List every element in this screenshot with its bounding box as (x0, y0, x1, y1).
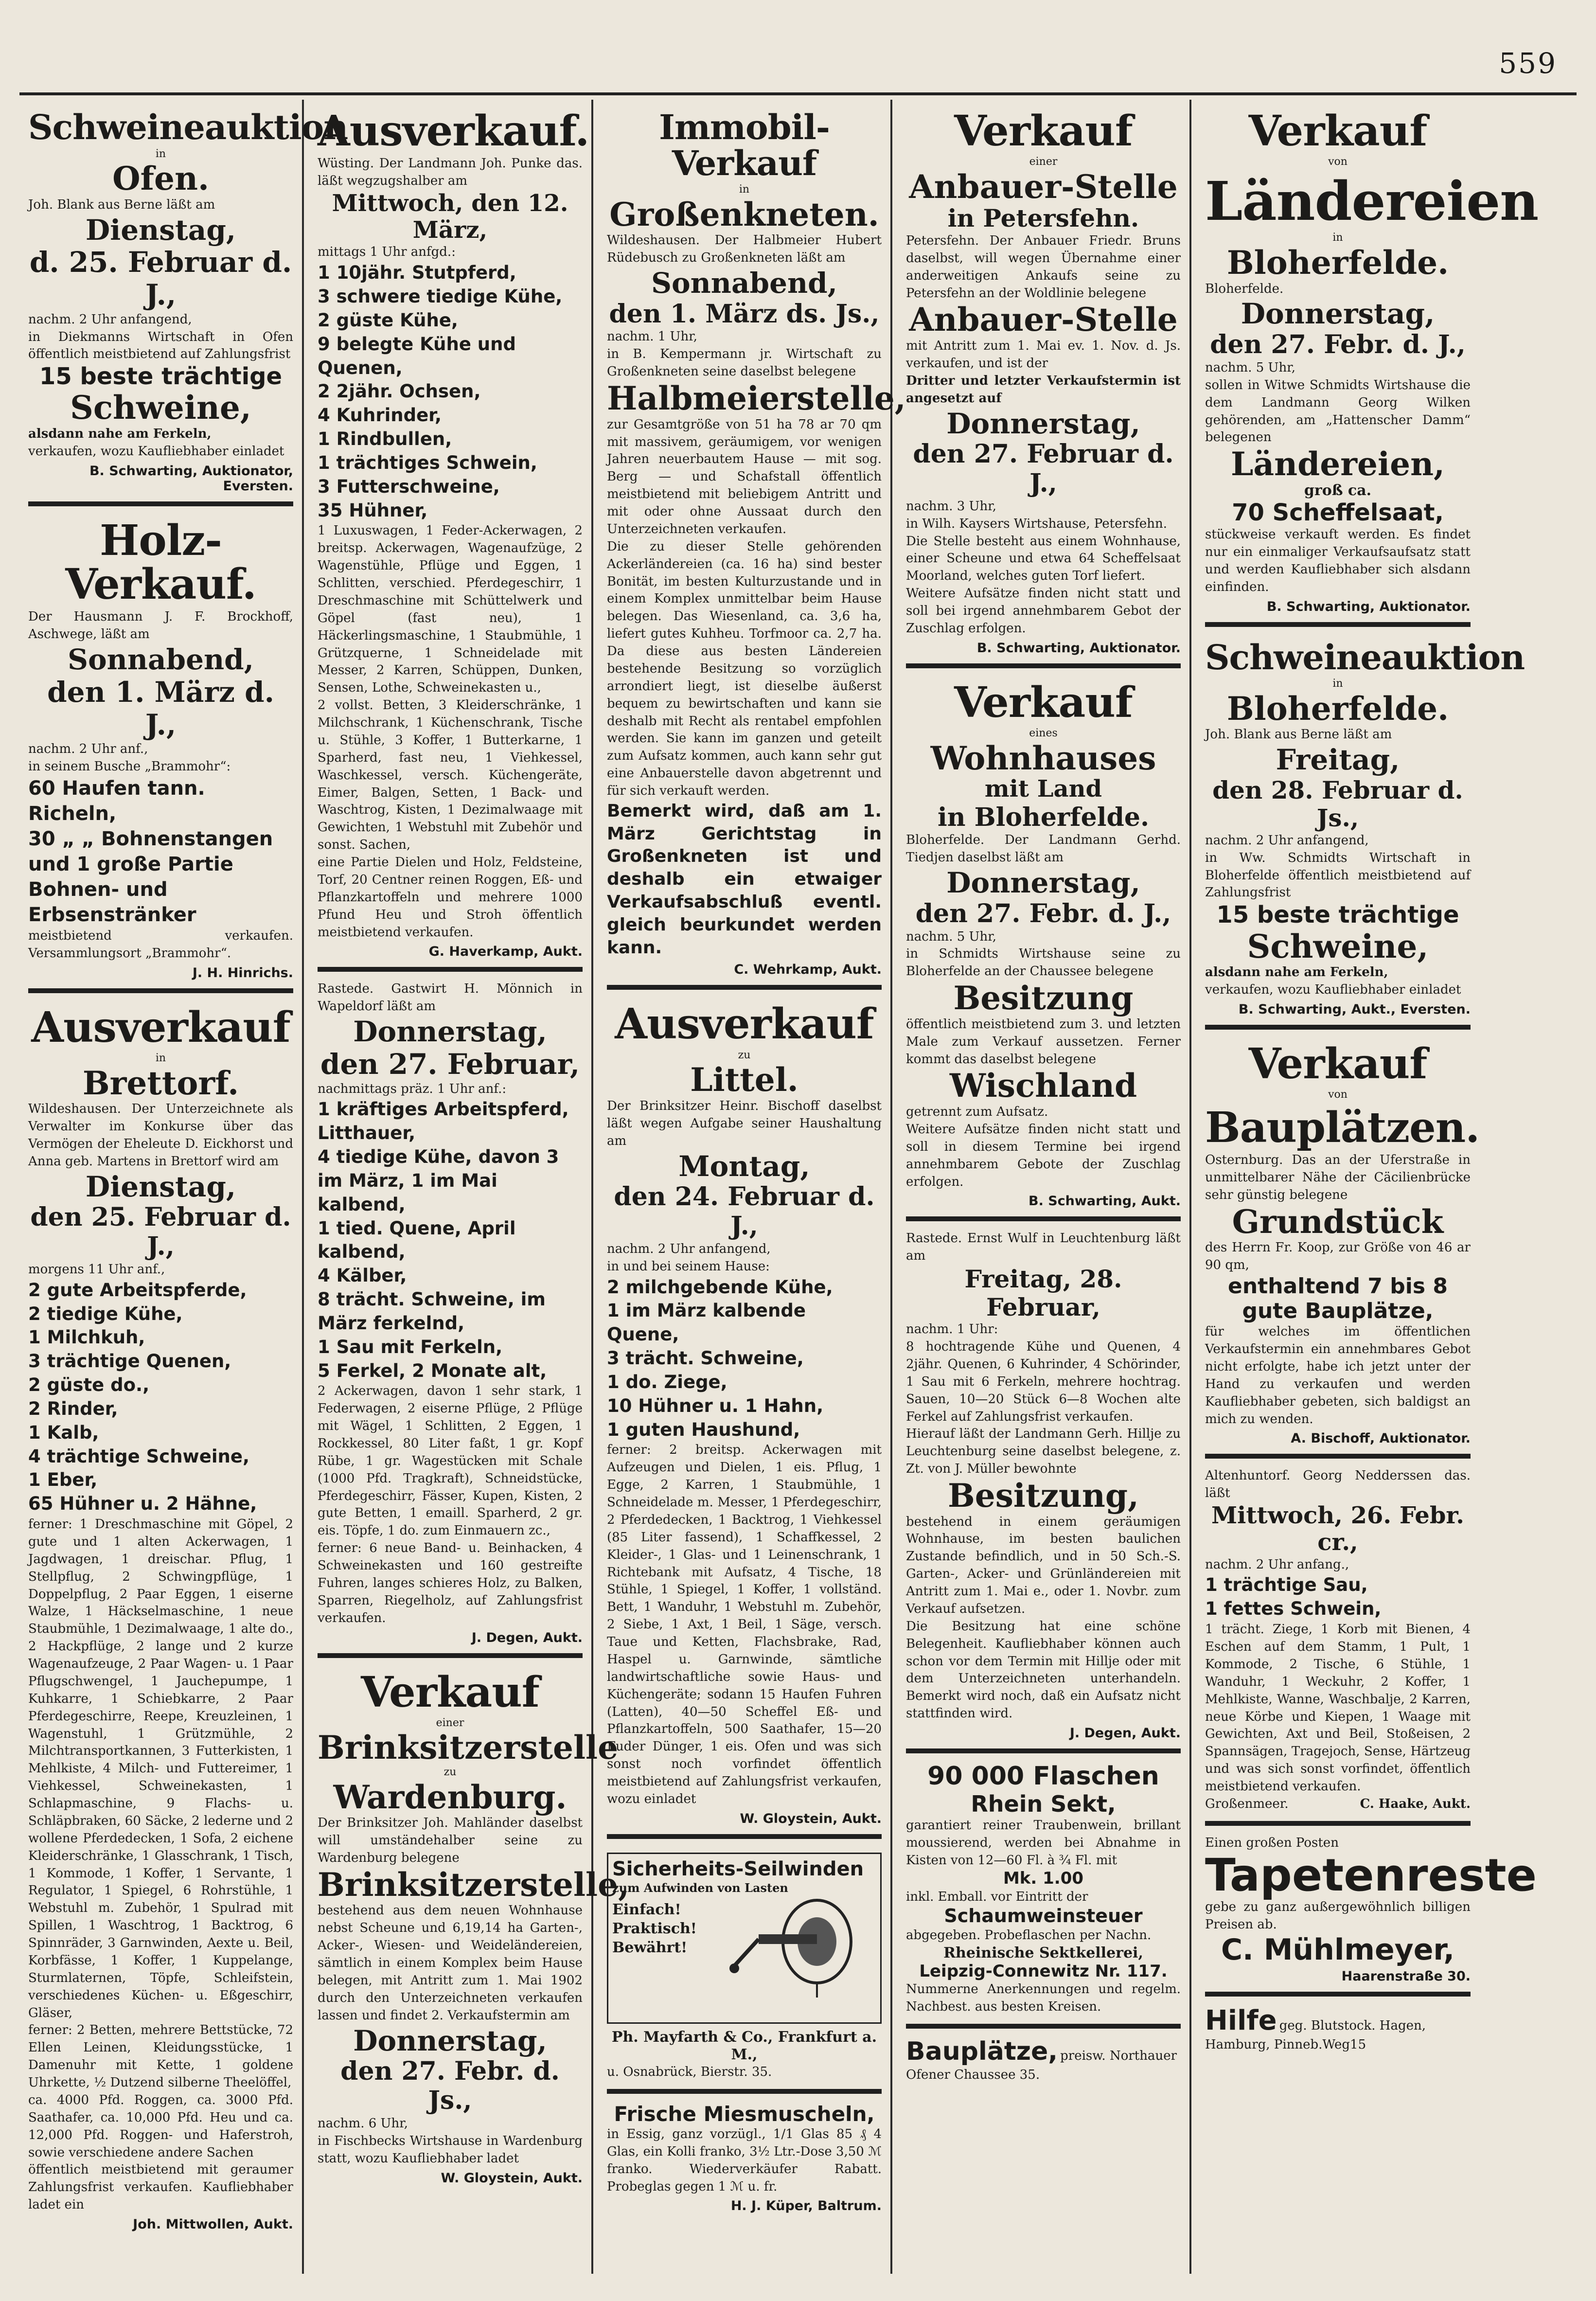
ad-headline: Frische Miesmuscheln, (614, 2102, 875, 2126)
ad-headline: Ausverkauf. (318, 107, 589, 156)
ad-body: Weitere Aufsätze finden nicht statt und soll in diesem Termine bei irgend annehmbarem Gebote der Zuschlag erfolgen. (906, 1122, 1181, 1189)
ad-body: 2 Ackerwagen, davon 1 sehr stark, 1 Federwagen, 2 eiserne Pflüge, 2 Pflüge mit Wägel, 1 Schlitten, 2 Eggen, 1 Rockkessel, 80 Liter faßt, 1 gr. Kopf Rübe, 1 gr. Wagestücken mit Schale (1000 Pfd. Tragkraft), Schneidstücke, Pferdegeschirr, Fässer, Kupen, Kisten, 2 gute Betten, 1 emaill. Sparherd, 2 gr. eis. Töpfe, 1 do. zum Einmauern zc., (318, 1384, 583, 1538)
page-number: 559 (1499, 47, 1557, 80)
ad-subject: Halbmeierstelle, (607, 379, 906, 418)
ad-headline: Ausverkauf (31, 1002, 290, 1052)
ad-company: Ph. Mayfarth & Co., Frankfurt a. M., (611, 2028, 877, 2063)
ad-body: für welches im öffentlichen Verkaufstermin ein annehmbares Gebot nicht erfolgte, habe ich jetzt unter der Hand zu verkaufen und werden Kaufliebhaber gebeten, sich baldigst an mich zu wenden. (1205, 1324, 1471, 1427)
list-item: 1 fettes Schwein, (1205, 1598, 1382, 1620)
ad-body: öffentlich meistbietend zum 3. und letzten Male zum Verkauf aussetzen. Ferner kommt das daselbst belegene (906, 1017, 1181, 1067)
ad-headline: Verkauf (954, 107, 1133, 156)
ad-headline: Hilfe (1205, 2004, 1277, 2036)
list-item: 2 tiedige Kühe, (28, 1303, 183, 1324)
ad-slogan: Praktisch! (612, 1920, 697, 1937)
list-item: 65 Hühner u. 2 Hähne, (28, 1493, 257, 1515)
ad-note: alsdann nahe am Ferkeln, (1205, 965, 1388, 980)
list-item: 1 Sau mit Ferkeln, (318, 1336, 503, 1357)
ad-immobil-verkauf (607, 107, 906, 985)
ad-eines: eines (1029, 727, 1058, 740)
ad-body: Weitere Aufsätze finden nicht statt und soll bei irgend annehmbarem Gebot der Zuschlag erfolgen. (906, 586, 1181, 636)
ad-body: bestehend in einem geräumigen Wohnhause, im besten baulichen Zustande befindlich, und in 50 Sch.-S. Garten-, Acker- und Grünländereien mit Antritt zum 1. Mai e., oder 1. Novbr. zum Verkauf aufsetzen. (906, 1514, 1181, 1616)
ad-place: Bloherfelde. (1226, 689, 1449, 728)
ad-in: in (1332, 678, 1343, 690)
list-item: 2 gute Arbeitspferde, (28, 1279, 247, 1301)
ad-place: in Bloherfelde. (937, 802, 1150, 832)
ad-time: nachm. 2 Uhr anfangend, (28, 312, 192, 327)
ad-verkauf-wohnhaus (906, 663, 1181, 1217)
ad-place: in Petersfehn. (947, 204, 1139, 233)
item-list (607, 1276, 882, 1442)
ad-date: den 27. Febr. d. J., (1210, 330, 1466, 360)
ad-einer: einer (1029, 156, 1058, 168)
ad-verkauf-brinksitzerstelle (318, 1653, 630, 2194)
ad-note: Dritter und letzter Verkaufstermin ist angesetzt auf (906, 373, 1181, 406)
list-item: 2 Rinder, (28, 1398, 118, 1419)
list-item: 1 do. Ziege, (607, 1371, 727, 1392)
ad-headline: Verkauf (1248, 107, 1427, 156)
ad-verkauf-bauplaetzen (1205, 1025, 1480, 1454)
seilwinden-box (607, 1853, 882, 2024)
ad-ausverkauf-littel (607, 985, 882, 1834)
ad-text: verkaufen, wozu Kaufliebhaber einladet (28, 444, 284, 459)
ad-date: Mittwoch, 26. Febr. cr., (1211, 1502, 1464, 1556)
ad-signature: Joh. Mittwollen, Aukt. (133, 2217, 293, 2232)
ad-date: den 27. Febr. d. J., (915, 898, 1171, 928)
list-item: 1 trächtiges Schwein, (318, 452, 537, 473)
ad-signature: W. Gloystein, Aukt. (441, 2170, 583, 2186)
ad-slogan: Einfach! (612, 1901, 681, 1918)
ad-body: garantiert reiner Traubenwein, brillant moussierend, werden bei Abnahme in Kisten von 12—60 Fl. à ¾ Fl. mit (906, 1818, 1181, 1868)
ad-footer (1205, 1796, 1471, 1813)
ad-intro: Osternburg. Das an der Uferstraße in unmittelbarer Nähe der Cäcilienbrücke sehr günstig belegene (1205, 1153, 1471, 1202)
ad-in: in (155, 147, 166, 160)
ad-signature: J. Degen, Aukt. (1069, 1726, 1181, 1741)
ad-subject: Brinksitzerstelle, (318, 1865, 630, 1904)
ad-body: abgegeben. Probeflaschen per Nachn. (906, 1928, 1152, 1943)
ad-branch: u. Osnabrück, Bierstr. 35. (607, 2064, 772, 2079)
list-item: 2 güste Kühe, (318, 309, 458, 331)
ad-where: in Schmidts Wirtshause seine zu Bloherfelde an der Chaussee belegene (906, 946, 1181, 979)
list-item: 10 Hühner u. 1 Hahn, (607, 1395, 824, 1416)
ad-line: enthaltend 7 bis 8 gute Bauplätze, (1228, 1274, 1448, 1323)
ad-schweineauktion-bloherfelde (1205, 622, 1525, 1025)
ad-body: öffentlich meistbietend mit geraumer Zahlungsfrist verkaufen. Kaufliebhaber ladet ein (28, 2162, 293, 2212)
ad-where: in Diekmanns Wirtschaft in Ofen öffentlich meistbietend auf Zahlungsfrist (28, 329, 293, 362)
ad-time: nachm. 2 Uhr anf., (28, 742, 148, 757)
ad-intro: Wildeshausen. Der Unterzeichnete als Verwalter im Konkurse über das Vermögen der Eheleute D. Eickhorst und Anna geb. Martens in Brettorf wird am (28, 1102, 293, 1169)
ad-mit: mit Land (984, 775, 1102, 803)
ad-body: gebe zu ganz außergewöhnlich billigen Preisen ab. (1205, 1900, 1471, 1932)
ad-amount: 70 Scheffelsaat, (1232, 499, 1444, 526)
ad-zu: zu (443, 1766, 457, 1779)
ad-subject: Besitzung (953, 979, 1134, 1017)
ad-intro: Joh. Blank aus Berne läßt am (28, 197, 215, 212)
list-item: 2 milchgebende Kühe, (607, 1276, 833, 1298)
ad-bauplaetze (906, 2024, 1181, 2092)
ad-date: den 24. Februar d. J., (614, 1182, 875, 1241)
ad-price: Mk. 1.00 (1003, 1869, 1084, 1889)
ad-intro: Petersfehn. Der Anbauer Friedr. Bruns daselbst, will wegen Übernahme einer anderweitigen Ankaufs seine zu Petersfehn an der Woldlinie belegene (906, 233, 1181, 301)
ad-time: nachm. 6 Uhr, (318, 2116, 408, 2131)
ad-body: inkl. Emball. vor Eintritt der (906, 1889, 1088, 1904)
column-5 (1196, 100, 1539, 2274)
list-item: 3 trächt. Schweine, (607, 1348, 804, 1369)
ad-time: mittags 1 Uhr anfgd.: (318, 245, 456, 260)
ad-headline: Schweineauktion (28, 107, 348, 147)
ad-date: Mittwoch, den 12. März, (332, 190, 568, 244)
ad-signature: B. Schwarting, Aukt. (1029, 1194, 1181, 1209)
ad-animals: Schweine, (1247, 927, 1429, 965)
list-item: 1 guten Haushund, (607, 1419, 800, 1440)
ad-zu: zu (738, 1049, 751, 1061)
list-item: 1 tied. Quene, April kalbend, (318, 1217, 516, 1263)
ad-sub: zum Aufwinden von Lasten (612, 1880, 788, 1895)
ad-place: Ofen. (112, 160, 209, 198)
ad-headline: Verkauf (1248, 1039, 1427, 1088)
ad-body: sollen in Witwe Schmidts Wirtshause die dem Landmann Georg Wilken gehörenden, am „Hattenscher Damm“ belegenen (1205, 377, 1471, 445)
ad-body: Die zu dieser Stelle gehörenden Ackerländereien (ca. 16 ha) sind bester Bonität, im besten Kulturzustande und in einem Komplex unmittelbar beim Hause belegen. Das Wiesenland, ca. 3,6 ha, liefert gutes Kuhheu. Torfmoor ca. 2,7 ha. Da diese aus besten Ländereien bestehende Besitzung so vorzüglich arrondiert liegt, ist dieselbe äußerst bequem zu bewirtschaften und kann sie deshalb mit Recht als rentabel empfohlen werden. Sie kann im ganzen und geteilt zum Aufsatz kommen, auch kann sehr gut eine Anbauerstelle davon abgetrennt und für sich verkauft werden. (607, 539, 882, 799)
ad-body: 1 trächt. Ziege, 1 Korb mit Bienen, 4 Eschen auf dem Stamm, 1 Pult, 1 Kommode, 2 Tische, 6 Stühle, 1 Wanduhr, 1 Weckuhr, 2 Koffer, 1 Mehlkiste, Wanne, Waschbalje, 2 Karren, neue Körbe und Kiepen, 1 Waage mit Gewichten, Axt und Beil, Stoßeisen, 2 Spannsägen, Tragejoch, Sense, Härtzeug und was sich sonst vorfindet, öffentlich meistbietend verkaufen. (1205, 1622, 1471, 1794)
ad-weekday: Donnerstag, (353, 1015, 547, 1049)
ad-subject: Brinksitzerstelle (318, 1729, 619, 1767)
list-item: 3 trächtige Quenen, (28, 1351, 231, 1372)
ad-body: ferner: 6 neue Band- u. Beinhacken, 4 Schweinekasten und 160 gestreifte Fuhren, langes schieres Holz, zu Balken, Sparren, Riegelholz, auf Zahlungsfrist verkaufen. (318, 1541, 583, 1625)
ad-note: Bemerkt wird, daß am 1. März Gerichtstag in Großenkneten ist und deshalb ein etwaiger Verkaufsabschluß eventl. gleich beurkundet werden kann. (607, 801, 882, 958)
ad-signature: C. Wehrkamp, Aukt. (734, 962, 882, 978)
ad-body: preisw. Northauer Ofener Chaussee 35. (906, 2048, 1177, 2082)
ad-place: Wardenburg. (333, 1778, 567, 1816)
ad-subject: Wischland (949, 1067, 1137, 1105)
ad-body: Hierauf läßt der Landmann Gerh. Hillje zu Leuchtenburg seine daselbst belegene, z. Zt. von J. Müller bewohnte (906, 1427, 1181, 1477)
ad-time: nachm. 2 Uhr anfangend, (607, 1241, 771, 1256)
ad-subject: Anbauer-Stelle (909, 167, 1178, 206)
ad-altenhuntorf (1205, 1454, 1471, 1820)
ad-weekday: Sonnabend, (68, 643, 254, 677)
ad-rastede-moennich (318, 967, 583, 1653)
ad-body: stückweise verkauft werden. Es findet nur ein einmaliger Verkaufsaufsatz statt und werden Kaufliebhaber sich alsdann einfinden. (1205, 527, 1471, 594)
ad-holz-verkauf (28, 501, 293, 988)
ad-schweineauktion-ofen (28, 107, 348, 501)
ad-headline: 90 000 Flaschen (927, 1762, 1159, 1791)
ad-date: den 1. März ds. Js., (609, 299, 880, 329)
ad-hilfe (1205, 1992, 1471, 2062)
ad-date: den 27. Februar, (320, 1047, 580, 1081)
ad-date: den 27. Febr. d. Js., (340, 2056, 560, 2116)
ad-headline: Ausverkauf (615, 999, 874, 1049)
ad-headline: Bauplätze, (906, 2036, 1058, 2066)
ad-weekday: Donnerstag, (946, 407, 1140, 440)
item-list (28, 1279, 293, 1516)
item-list (318, 1098, 583, 1383)
ad-company: C. Mühlmeyer, (1221, 1932, 1454, 1967)
ad-line: 60 Haufen tann. Richeln, (28, 777, 205, 825)
column-2 (309, 100, 630, 2274)
ad-miesmuscheln (607, 2089, 882, 2222)
ad-intro: Bloherfelde. (1205, 281, 1284, 296)
ad-weekday: Freitag, (1276, 743, 1400, 777)
ad-time: nachm. 1 Uhr: (906, 1322, 998, 1337)
ad-weekday: Donnerstag, (946, 866, 1140, 900)
list-item: 1 Eber, (28, 1469, 98, 1491)
list-item: 4 tiedige Kühe, davon 3 im März, 1 im Mai kalbend, (318, 1146, 559, 1215)
ad-ausverkauf-wuesting (318, 107, 589, 967)
column-4 (897, 100, 1191, 2274)
ad-von: von (1328, 1088, 1348, 1101)
ad-headline: Immobil-Verkauf (659, 107, 830, 183)
ad-sub: Rhein Sekt, (971, 1790, 1116, 1817)
ad-where: in seinem Busche „Brammohr“: (28, 759, 231, 774)
ad-date: den 1. März d. J., (47, 675, 274, 741)
ad-count: 15 beste trächtige (1216, 901, 1459, 929)
ad-intro: Wüsting. Der Landmann Joh. Punke das. läßt wegzugshalber am (318, 156, 583, 189)
ad-date: d. 25. Februar d. J., (29, 246, 292, 311)
ad-text: verkaufen, wozu Kaufliebhaber einladet (1205, 982, 1461, 997)
ad-place: Großenkneten. (609, 195, 879, 233)
ad-where: in Wilh. Kaysers Wirtshause, Petersfehn. (906, 516, 1168, 531)
ad-body: Nummerne Anerkennungen und regelm. Nachbest. aus besten Kreisen. (906, 1982, 1181, 2014)
ad-tapetenreste (1205, 1821, 1537, 1992)
ad-rastede-wulf (906, 1216, 1181, 1748)
ad-animals: Schweine, (70, 389, 251, 427)
ad-verkauf-laendereien (1205, 107, 1539, 622)
ad-body: ferner: 2 breitsp. Ackerwagen mit Aufzeugen und Dielen, 1 eis. Pflug, 1 Egge, 2 Karren, 1 Staubmühle, 1 Schneidelade m. Messer, 1 Pferdegeschirr, 2 Pferdedecken, 1 Backtrog, 1 Viehkessel (85 Liter fassend), 1 Schaffkessel, 2 Kleider-, 1 Glas- und 1 Leinenschrank, 1 Richtebank mit Aufsatz, 4 Tische, 18 Stühle, 1 Spiegel, 1 Koffer, 1 vollständ. Bett, 1 Wanduhr, 1 Webstuhl m. Zubehör, 2 Siebe, 1 Axt, 1 Beil, 1 Säge, versch. Taue und Ketten, Flachsbrake, Rad, Haspel u. Garnwinde, sämtliche landwirtschaftliche sowie Haus- und Küchengeräte; sodann 15 Haufen Fuhren (Latten), 40—50 Scheffel Eß- und Pflanzkartoffeln, 500 Saathafer, 15—20 Fuder Dünger, 1 eis. Ofen und was sich sonst noch vorfindet öffentlich meistbietend auf Zahlungsfrist verkaufen, wozu einladet (607, 1443, 882, 1806)
ad-address: Leipzig-Connewitz Nr. 117. (919, 1961, 1168, 1981)
ad-subject: Bauplätzen. (1205, 1103, 1480, 1152)
ad-headline: Schweineauktion (1205, 637, 1525, 678)
ad-in: in (1332, 232, 1343, 244)
list-item: 1 10jähr. Stutpferd, (318, 262, 516, 284)
list-item: 4 Kälber, (318, 1265, 407, 1286)
ad-signature: B. Schwarting, Auktionator, Eversten. (89, 463, 293, 494)
ad-subject: Grundstück (1232, 1202, 1444, 1241)
ad-intro: Rastede. Gastwirt H. Mönnich in Wapeldorf läßt am (318, 981, 583, 1014)
ad-weekday: Donnerstag, (1241, 297, 1435, 331)
ad-place: Großenmeer. (1205, 1796, 1289, 1811)
ad-body: eine Partie Dielen und Holz, Feldsteine, Torf, 20 Centner reinen Roggen, Eß- und Pflanzkartoffeln und mehrere 1000 Pfund Heu und Stroh öffentlich meistbietend verkaufen. (318, 855, 583, 940)
ad-subject: Ländereien (1205, 169, 1539, 232)
ad-time: nachm. 3 Uhr, (906, 499, 997, 514)
ad-slogan: Bewährt! (612, 1939, 688, 1956)
list-item: 1 im März kalbende Quene, (607, 1300, 806, 1345)
ad-date: den 25. Februar d. J., (30, 1202, 291, 1262)
ad-time: nachm. 1 Uhr, (607, 329, 698, 344)
ad-headline: Tapetenreste (1205, 1849, 1537, 1901)
ad-note: alsdann nahe am Ferkeln, (28, 427, 212, 442)
ad-size: groß ca. (1304, 482, 1372, 499)
winch-icon (729, 1888, 875, 2000)
ad-intro: Rastede. Ernst Wulf in Leuchtenburg läßt am (906, 1231, 1181, 1264)
ad-intro: Der Brinksitzer Joh. Mahländer daselbst will umständehalber seine zu Wardenburg belegene (318, 1816, 583, 1866)
ad-place: Brettorf. (82, 1064, 239, 1102)
ad-time: nachm. 2 Uhr anfang., (1205, 1557, 1349, 1572)
ad-headline: Sicherheits-Seilwinden (612, 1857, 864, 1880)
ad-headline: Holz-Verkauf. (65, 516, 256, 609)
column-1 (19, 100, 348, 2274)
list-item: 4 trächtige Schweine, (28, 1445, 250, 1467)
list-item: 4 Kuhrinder, (318, 405, 442, 426)
ad-intro: Der Hausmann J. F. Brockhoff, Aschwege, läßt am (28, 609, 293, 642)
ad-time: nachmittags präz. 1 Uhr anf.: (318, 1081, 507, 1096)
list-item: 8 trächt. Schweine, im März ferkelnd, (318, 1289, 546, 1334)
ad-ausverkauf-brettorf (28, 988, 293, 2240)
ad-headline: Verkauf (954, 678, 1133, 727)
ad-signature: W. Gloystein, Aukt. (740, 1811, 882, 1826)
ad-where: in und bei seinem Hause: (607, 1259, 770, 1274)
ad-intro: Einen großen Posten (1205, 1835, 1339, 1850)
ad-place: Bloherfelde. (1226, 243, 1449, 282)
list-item: 2 güste do., (28, 1374, 150, 1396)
ad-in: in (739, 183, 750, 196)
list-item: 9 belegte Kühe und Quenen, (318, 333, 516, 378)
ad-intro: Der Brinksitzer Heinr. Bischoff daselbst läßt wegen Aufgabe seiner Haushaltung am (607, 1098, 882, 1148)
ad-time: nachm. 2 Uhr anfangend, (1205, 833, 1369, 848)
ad-einer: einer (436, 1716, 464, 1729)
ad-seilwinden (607, 1834, 882, 2089)
column-3 (598, 100, 906, 2274)
ad-count: 15 beste trächtige (39, 363, 283, 391)
ad-weekday: Montag, (678, 1149, 810, 1183)
ad-subject: Wohnhauses (930, 739, 1156, 777)
ad-subject: Ländereien, (1230, 445, 1445, 483)
ad-place: Littel. (690, 1061, 798, 1099)
list-item: 1 kräftiges Arbeitspferd, Litthauer, (318, 1099, 569, 1144)
ad-body: des Herrn Fr. Koop, zur Größe von 46 ar 90 qm, (1205, 1240, 1471, 1273)
ad-body: bestehend aus dem neuen Wohnhause nebst Scheune und 6,19,14 ha Garten-, Acker-, Wiesen- und Weideländereien, sämtlich in einem Komplex beim Hause belegen, mit Antritt zum 1. Mai 1902 durch den Unterzeichneten verkaufen lassen und findet 2. Verkaufstermin am (318, 1903, 583, 2023)
ad-weekday: Dienstag, (85, 1170, 236, 1203)
ad-signature: J. Degen, Aukt. (471, 1630, 583, 1645)
ad-date: den 28. Februar d. Js., (1212, 775, 1463, 833)
ad-weekday: Dienstag, (85, 213, 236, 247)
ad-signature: J. H. Hinrichs. (192, 965, 293, 981)
ad-verkauf-anbauerstelle (906, 109, 1181, 663)
ad-text: meistbietend verkaufen. Versammlungsort „Brammohr“. (28, 928, 293, 961)
ad-company: Rheinische Sektkellerei, (943, 1944, 1143, 1962)
ad-body: in Essig, ganz vorzügl., 1/1 Glas 85 ₰ 4 Glas, ein Kolli franko, 3½ Ltr.-Dose 3,50 ℳ franko. Wiederverkäufer Rabatt. Probeglas gegen 1 ℳ u. fr. (607, 2126, 882, 2194)
list-item: 2 2jähr. Ochsen, (318, 381, 481, 402)
list-item: 5 Ferkel, 2 Monate alt, (318, 1360, 547, 1381)
ad-signature: B. Schwarting, Auktionator. (976, 640, 1181, 656)
ad-headline: Verkauf (361, 1667, 539, 1717)
item-list (318, 261, 583, 522)
ad-time: nachm. 5 Uhr, (1205, 360, 1296, 375)
ad-signature: H. J. Küper, Baltrum. (730, 2198, 882, 2214)
ad-intro: Wildeshausen. Der Halbmeier Hubert Rüdebusch zu Großenkneten läßt am (607, 233, 882, 266)
ad-signature: G. Haverkamp, Aukt. (428, 944, 583, 960)
ad-signature: C. Haake, Aukt. (1360, 1796, 1471, 1811)
ad-intro: Bloherfelde. Der Landmann Gerhd. Tiedjen daselbst läßt am (906, 833, 1181, 865)
ad-address: Haarenstraße 30. (1341, 1968, 1471, 1984)
ad-von: von (1328, 156, 1348, 168)
ad-line: 30 „ „ Bohnenstangen (28, 827, 273, 850)
ad-body: mit Antritt zum 1. Mai ev. 1. Nov. d. Js. verkaufen, und ist der (906, 339, 1181, 371)
ad-where: in Fischbecks Wirtshause in Wardenburg statt, wozu Kaufliebhaber ladet (318, 2133, 583, 2166)
ad-subject: Schaumweinsteuer (944, 1905, 1143, 1927)
ad-subject: Besitzung, (947, 1477, 1139, 1515)
ad-rheinsekt (906, 1748, 1181, 2024)
ad-body: 2 vollst. Betten, 3 Kleiderschränke, 1 Milchschrank, 1 Küchenschrank, Tische u. Stühle, 3 Koffer, 1 Butterkarne, 1 Sparherd, fast neu, 1 Viehkessel, Waschkessel, versch. Küchengeräte, Eimer, Balgen, Setten, 1 Back- und Waschtrog, Kisten, 1 Dezimalwaage mit Gewichten, 1 Webstuhl mit Zubehör und sonst. Sachen, (318, 698, 583, 853)
ad-subject: Anbauer-Stelle (909, 301, 1178, 339)
ad-signature: A. Bischoff, Auktionator. (1291, 1431, 1471, 1446)
ad-weekday: Sonnabend, (651, 266, 837, 300)
list-item: 35 Hühner, (318, 499, 428, 521)
ad-body: ferner: 1 Dreschmaschine mit Göpel, 2 gute und 1 alten Ackerwagen, 1 Jagdwagen, 1 dreischar. Pflug, 1 Stellpflug, 2 Schwingpflüge, 1 Doppelpflug, 2 Paar Eggen, 1 eiserne Walze, 1 Häckselmaschine, 1 neue Staubmühle, 1 Dezimalwaage, 1 alte do., 2 Hackpflüge, 2 lange und 2 kurze Wagenaufzeuge, 2 Paar Wagen- u. 1 Paar Pflugschwengel, 1 Jauchepumpe, 1 Kuhkarre, 1 Schiebkarre, 2 Paar Pferdegeschirre, Reepe, Kreuzleinen, 1 Wagenstuhl, 1 Grützmühle, 2 Milchtransportkannen, 3 Futterkisten, 1 Mehlkiste, 4 Milch- und Futtereimer, 1 Viehkessel, Schweinekasten, 1 Schlapmaschine, 9 Flachs- u. Schläpbraken, 60 Säcke, 2 lederne und 2 wollene Pferdedecken, 1 Sofa, 2 eichene Kleiderschränke, 1 Glasschrank, 1 Tisch, 1 Kommode, 1 Koffer, 1 Servante, 1 Regulator, 1 Spiegel, 6 Rohrstühle, 1 Webstuhl m. Zubehör, 1 Spulrad mit Spillen, 1 Waschtrog, 1 Backtrog, 6 Spinnräder, 3 Garnwinden, Aexte u. Beil, Korbfässe, 1 Koffer, 1 Kuppelange, Sturmlaternen, Töpfe, Schleifstein, verschiedenes Küchen- u. Eßgeschirr, Gläser, (28, 1517, 293, 2020)
ad-signature: B. Schwarting, Aukt., Eversten. (1238, 1001, 1471, 1017)
top-rule (19, 92, 1577, 95)
list-item: 3 Futterschweine, (318, 476, 500, 497)
ad-in: in (155, 1052, 166, 1064)
ad-body: 1 Luxuswagen, 1 Feder-Ackerwagen, 2 breitsp. Ackerwagen, Wagenaufzüge, 2 Wagenstühle, Pflüge und Eggen, 1 Schlitten, verschied. Pferdegeschirr, 1 Dreschmaschine mit Schüttelwerk und Göpel (fast neu), 1 Häckerlingsmaschine, 1 Staubmühle, 1 Grützquerne, 1 Schneidelade mit Messer, 2 Karren, Schüppen, Dunken, Sensen, Lothe, Schweinekasten u., (318, 523, 583, 696)
list-item: 1 Kalb, (28, 1422, 99, 1443)
ad-signature: B. Schwarting, Auktionator. (1266, 599, 1471, 614)
ad-body: Die Besitzung hat eine schöne Belegenheit. Kaufliebhaber können auch schon vor dem Termin mit Hillje oder mit dem Unterzeichneten unterhandeln. Bemerkt wird noch, daß ein Aufsatz nicht stattfinden wird. (906, 1619, 1181, 1721)
list-item: 1 Rindbullen, (318, 428, 452, 450)
ad-body: ca. 4000 Pfd. Roggen, ca. 3000 Pfd. Saathafer, ca. 10,000 Pfd. Heu und ca. 12,000 Pfd. Roggen- und Haferstroh, sowie verschiedene andere Sachen (28, 2092, 293, 2160)
ad-body: 8 hochtragende Kühe und Quenen, 4 2jähr. Quenen, 6 Kuhrinder, 4 Schörinder, 1 Sau mit 6 Ferkeln, mehrere hochtrag. Sauen, 10—20 Stück 6—8 Wochen alte Ferkel auf Zahlungsfrist verkaufen. (906, 1339, 1181, 1424)
ad-date: den 27. Februar d. J., (913, 439, 1174, 499)
ad-time: morgens 11 Uhr anf., (28, 1262, 165, 1277)
ad-body: zur Gesamtgröße von 51 ha 78 ar 70 qm mit massivem, geräumigem, vor wenigen Jahren neuerbautem Hause — mit sog. Berg — und Schafstall öffentlich meistbietend mit beliebigem Antritt und mit oder ohne Aussaat durch den Unterzeichneten verkaufen. (607, 417, 882, 536)
newspaper-columns (19, 100, 1577, 2274)
ad-weekday: Donnerstag, (353, 2024, 547, 2057)
ad-body: Die Stelle besteht aus einem Wohnhause, einer Scheune und etwa 64 Scheffelsaat Moorland, welches guten Torf liefert. (906, 534, 1181, 584)
ad-intro: Joh. Blank aus Berne läßt am (1205, 727, 1392, 742)
ad-time: nachm. 5 Uhr, (906, 929, 997, 944)
list-item: 1 trächtige Sau, (1205, 1574, 1368, 1596)
ad-body: ferner: 2 Betten, mehrere Bettstücke, 72 Ellen Leinen, Kleidungsstücke, 1 Damenuhr mit Kette, 1 goldene Uhrkette, ½ Dutzend silberne Theelöffel, (28, 2023, 293, 2090)
ad-date: Freitag, 28. Februar, (964, 1265, 1122, 1321)
list-item: 3 schwere tiedige Kühe, (318, 286, 563, 307)
ad-body: geg. Blutstock. Hagen, Hamburg, Pinneb.Weg15 (1205, 2018, 1426, 2052)
ad-where: in Ww. Schmidts Wirtschaft in Bloherfelde öffentlich meistbietend auf Zahlungsfrist (1205, 850, 1471, 900)
ad-intro: Altenhuntorf. Georg Nedderssen das. läßt (1205, 1468, 1471, 1501)
list-item: 1 Milchkuh, (28, 1327, 145, 1348)
ad-line: und 1 große Partie Bohnen- und Erbsenstränker (28, 853, 233, 926)
ad-body: getrennt zum Aufsatz. (906, 1105, 1048, 1119)
ad-where: in B. Kempermann jr. Wirtschaft zu Großenkneten seine daselbst belegene (607, 347, 882, 379)
